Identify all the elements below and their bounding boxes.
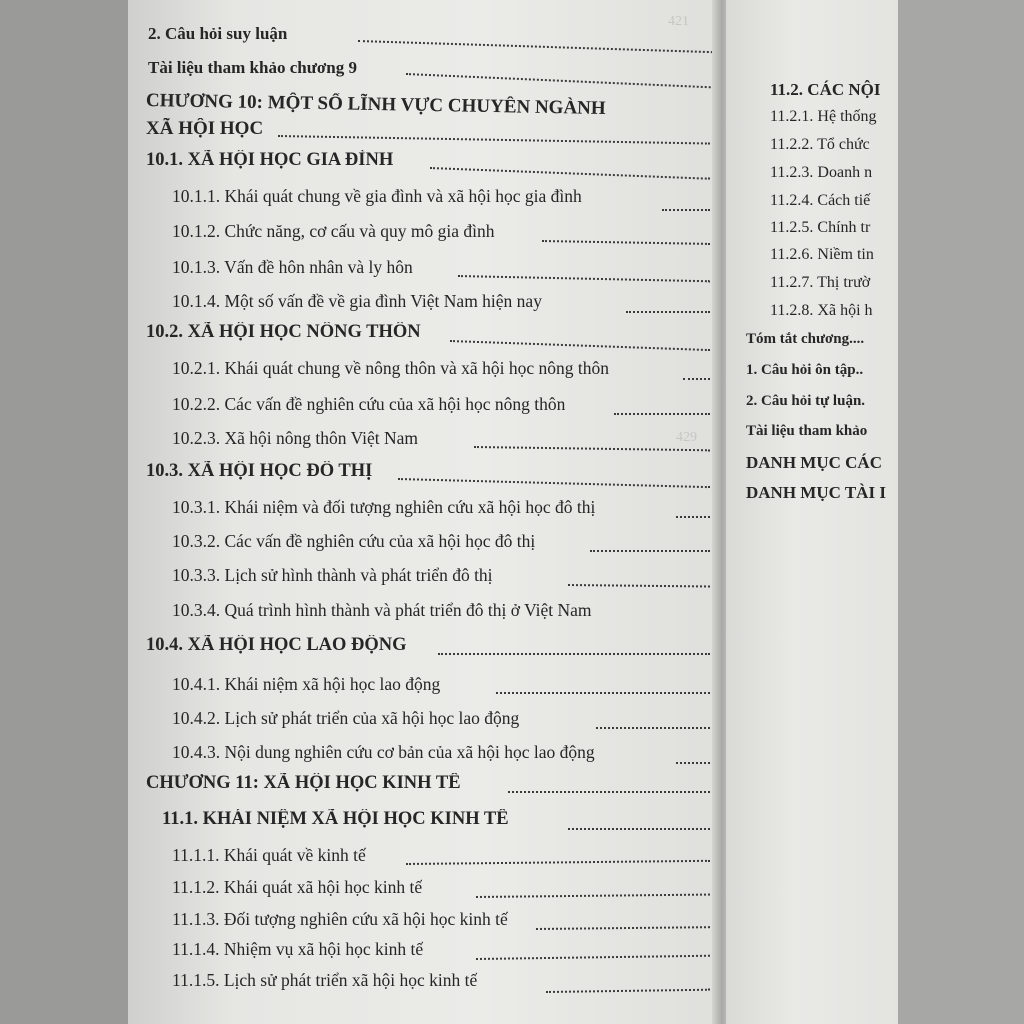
dot-leader <box>508 791 710 793</box>
toc-entry: 10.1.1. Khái quát chung về gia đình và xã hội học gia đình <box>172 186 582 206</box>
dot-leader <box>278 135 710 145</box>
toc-entry: 11.2.5. Chính tr <box>770 219 871 236</box>
toc-entry: 11.1.4. Nhiệm vụ xã hội học kinh tế <box>172 939 424 959</box>
dot-leader <box>626 311 710 313</box>
dot-leader <box>683 378 710 380</box>
toc-entry: 11.2.2. Tổ chức <box>770 136 870 153</box>
toc-entry: 11.1.2. Khái quát xã hội học kinh tế <box>172 877 423 897</box>
section-heading: DANH MỤC CÁC <box>746 453 882 472</box>
dot-leader <box>476 955 710 960</box>
toc-entry: 10.4.2. Lịch sử phát triển của xã hội học lao động <box>172 708 520 728</box>
toc-entry: 1. Câu hỏi ôn tập.. <box>746 362 864 378</box>
toc-entry: 11.1.5. Lịch sử phát triển xã hội học kinh tế <box>172 970 478 990</box>
dot-leader <box>590 550 710 552</box>
section-heading: DANH MỤC TÀI I <box>746 483 886 502</box>
toc-entry: 11.2.8. Xã hội h <box>770 302 873 319</box>
toc-entry: 11.2.7. Thị trườ <box>770 274 871 291</box>
toc-entry: 10.2.1. Khái quát chung về nông thôn và xã hội học nông thôn <box>172 358 609 378</box>
toc-entry: 11.1.3. Đối tượng nghiên cứu xã hội học kinh tế <box>172 909 508 929</box>
toc-entry: 10.3.4. Quá trình hình thành và phát triển đô thị ở Việt Nam <box>172 600 592 620</box>
dot-leader <box>438 653 710 655</box>
toc-entry: 11.1.1. Khái quát về kinh tế <box>172 845 366 865</box>
background-surface <box>898 0 1024 1024</box>
section-heading: 10.1. XÃ HỘI HỌC GIA ĐÌNH <box>146 150 394 170</box>
toc-entry: Tài liệu tham khảo <box>746 423 868 439</box>
dot-leader <box>568 828 710 830</box>
toc-entry: 10.1.4. Một số vấn đề về gia đình Việt Nam hiện nay <box>172 291 542 311</box>
dot-leader <box>596 727 710 729</box>
dot-leader <box>676 516 710 518</box>
dot-leader <box>398 478 710 488</box>
toc-entry: 10.3.1. Khái niệm và đối tượng nghiên cứu xã hội học đô thị <box>172 497 596 517</box>
dot-leader <box>474 446 710 451</box>
section-heading: 10.4. XÃ HỘI HỌC LAO ĐỘNG <box>146 635 407 655</box>
section-heading: 11.1. KHÁI NIỆM XÃ HỘI HỌC KINH TẾ <box>162 809 509 829</box>
dot-leader <box>450 340 710 351</box>
toc-entry: 10.1.3. Vấn đề hôn nhân và ly hôn <box>172 257 413 277</box>
chapter-heading: CHƯƠNG 11: XÃ HỘI HỌC KINH TẾ <box>146 773 461 793</box>
right-page <box>726 0 898 1024</box>
section-heading: 10.3. XÃ HỘI HỌC ĐÔ THỊ <box>146 461 373 481</box>
section-heading: 10.2. XÃ HỘI HỌC NÔNG THÔN <box>146 322 421 342</box>
dot-leader <box>542 240 710 245</box>
toc-entry: Tài liệu tham khảo chương 9 <box>148 58 358 77</box>
toc-entry: 10.3.2. Các vấn đề nghiên cứu của xã hội học đô thị <box>172 531 536 551</box>
dot-leader <box>358 40 713 53</box>
chapter-heading: CHƯƠNG 10: MỘT SỐ LĨNH VỰC CHUYÊN NGÀNH <box>145 90 606 120</box>
toc-entry: 10.1.2. Chức năng, cơ cấu và quy mô gia đình <box>172 221 495 241</box>
dot-leader <box>406 73 711 88</box>
left-page: 421 429 2. Câu hỏi suy luận Tài liệu tham khảo chương 9 CHƯƠNG 10: MỘT SỐ LĨNH VỰC CHUYÊN NGÀNH XÃ HỘI HỌC 10.1. XÃ HỘI HỌC GIA ĐÌNH 10.1.1. Khái quát chung về gia đình và xã hội học gia đình 10.1.2. Chức năng, cơ cấu và quy mô gia đình 10.1.3. Vấn đề hôn nhân và ly hôn 10.1.4. Một số vấn đề về gia đình Việt Nam hiện nay 10.2. XÃ HỘI HỌC NÔNG THÔN 10.2.1. Khái quát chung về nông thôn và xã hội học nông thôn 10.2.2. Các vấn đề nghiên cứu của xã hội học nông thôn 10.2.3. Xã hội nông thôn Việt Nam 10.3. XÃ HỘI HỌC ĐÔ THỊ 10.3.1. Khái niệm và đối tượng nghiên cứu xã hội học đô thị 10.3.2. Các vấn đề nghiên cứu của xã hội học đô thị 10.3.3. Lịch sử hình thành và phát triển đô thị 10.3.4. Quá trình hình thành và phát triển đô thị ở Việt Nam 10.4. XÃ HỘI HỌC LAO ĐỘNG 10.4.1. Khái niệm xã hội học lao động 10.4.2. Lịch sử phát triển của xã hội học lao động 10.4.3. Nội dung nghiên cứu cơ bản của xã hội học lao động CHƯƠNG 11: XÃ HỘI HỌC KINH TẾ 11.1. KHÁI NIỆM XÃ HỘI HỌC KINH TẾ 11.1.1. Khái quát về kinh tế 11.1.2. Khái quát xã hội học kinh tế 11.1.3. Đối tượng nghiên cứu xã hội học kinh tế 11.1.4. Nhiệm vụ xã hội học kinh tế 11.1.5. Lịch sử phát triển xã hội học kinh tế <box>128 0 720 1024</box>
dot-leader <box>406 860 710 865</box>
section-heading: 11.2. CÁC NỘI <box>770 80 881 99</box>
dot-leader <box>662 209 710 211</box>
dot-leader <box>496 692 710 694</box>
toc-entry: 11.2.4. Cách tiế <box>770 192 871 209</box>
dot-leader <box>614 413 710 415</box>
dot-leader <box>546 989 710 993</box>
toc-entry: 11.2.6. Niềm tin <box>770 246 874 263</box>
toc-entry: 11.2.3. Doanh n <box>770 164 873 181</box>
toc-entry: 10.4.1. Khái niệm xã hội học lao động <box>172 674 441 694</box>
toc-entry: 10.2.2. Các vấn đề nghiên cứu của xã hội học nông thôn <box>172 394 566 414</box>
toc-entry: 2. Câu hỏi tự luận. <box>746 393 866 409</box>
toc-entry: 10.3.3. Lịch sử hình thành và phát triển đô thị <box>172 565 493 585</box>
chapter-heading: XÃ HỘI HỌC <box>146 118 264 139</box>
dot-leader <box>536 926 710 930</box>
dot-leader <box>458 275 710 282</box>
dot-leader <box>430 167 710 180</box>
toc-entry: Tóm tắt chương.... <box>746 331 865 347</box>
dot-leader <box>676 762 710 764</box>
toc-entry: 10.2.3. Xã hội nông thôn Việt Nam <box>172 428 419 448</box>
dot-leader <box>568 584 710 587</box>
toc-entry: 11.2.1. Hệ thống <box>770 108 877 125</box>
toc-entry: 10.4.3. Nội dung nghiên cứu cơ bản của xã hội học lao động <box>172 742 595 762</box>
toc-entry: 2. Câu hỏi suy luận <box>148 24 288 43</box>
dot-leader <box>476 894 710 898</box>
